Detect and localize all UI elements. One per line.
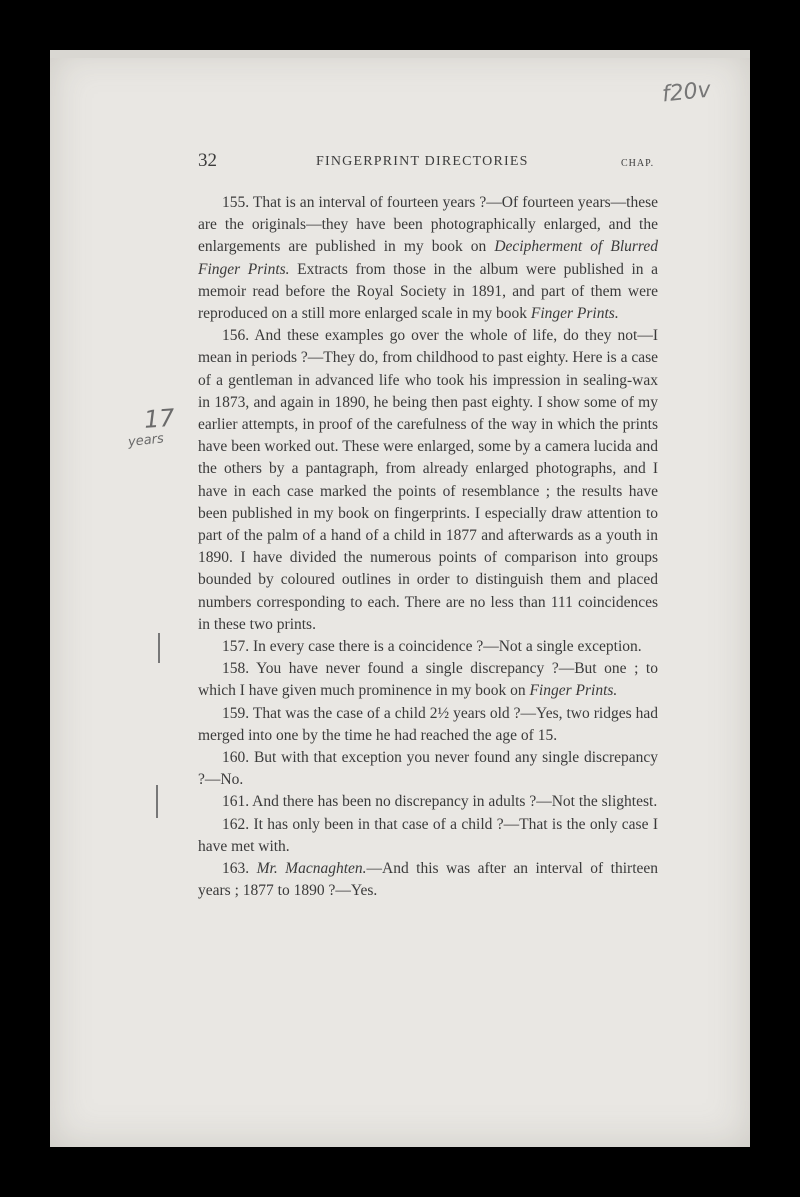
margin-annotation-number: 17 bbox=[143, 403, 176, 434]
italic-text: Mr. Macnaghten. bbox=[256, 860, 367, 878]
paragraph-text: 161. And there has been no discrepancy in adults ?—Not the slightest. bbox=[222, 793, 658, 811]
page-number: 32 bbox=[198, 150, 217, 171]
paragraph-text: 157. In every case there is a coincidence ?—Not a single exception. bbox=[222, 638, 642, 656]
paragraph bbox=[198, 658, 658, 702]
paragraph-text: Extracts from those in the album were published in a memoir read before the Royal Society in 1891, and part of them were reproduced on a still more enlarged scale in my book bbox=[198, 260, 658, 323]
archive-folio-mark: f20v bbox=[660, 77, 712, 108]
paragraph-text: 162. It has only been in that case of a child ?—That is the only case I have met with. bbox=[198, 815, 658, 855]
italic-text: Finger Prints. bbox=[530, 305, 619, 323]
margin-line-mark bbox=[156, 785, 158, 818]
paragraph bbox=[198, 791, 658, 813]
italic-text: Finger Prints. bbox=[529, 682, 618, 700]
paragraph bbox=[198, 747, 658, 791]
paragraph bbox=[198, 814, 658, 858]
paragraph bbox=[198, 636, 658, 658]
paragraph-text: 158. You have never found a single discrepancy ?—But one ; to which I have given much prominence in my book on bbox=[198, 660, 658, 700]
paragraph-text: 159. That was the case of a child 2½ years old ?—Yes, two ridges had merged into one by the time he had reached the age of 15. bbox=[198, 704, 658, 744]
page-header bbox=[198, 152, 658, 176]
italic-text: Decipherment of Blurred Finger Prints. bbox=[198, 238, 658, 278]
paragraph bbox=[198, 325, 658, 636]
body-text bbox=[198, 192, 658, 903]
margin-annotation-word: years bbox=[127, 431, 165, 451]
paragraph bbox=[198, 858, 658, 902]
paragraph-text: 156. And these examples go over the whole of life, do they not—I mean in periods ?—They do, from childhood to past eighty. Here is a case of a gentleman in advanced life who took his impression in sealing-wax in 1873, and again in 1890, he being then past eighty. I show some of my earlier attempts, in proof of the carefulness of the way in which the prints have been worked out. These were enlarged, some by a camera lucida and the others by a pantagraph, from already enlarged photographs, and I have in each case marked the points of resemblance ; the results have been published in my book on fingerprints. I especially draw attention to part of the palm of a hand of a child in 1877 and afterwards as a youth in 1890. I have divided the numerous points of comparison into groups bounded by coloured outlines in order to distinguish them and placed numbers corresponding to each. There are no less than 111 coincidences in these two prints. bbox=[198, 327, 658, 633]
margin-line-mark bbox=[158, 633, 160, 663]
margin-annotation bbox=[118, 403, 176, 451]
paragraph bbox=[198, 703, 658, 747]
paragraph-text: 155. That is an interval of fourteen years ?—Of fourteen years—these are the originals—they have been photographically enlarged, and the enlargements are published in my book on bbox=[198, 194, 658, 256]
paragraph-text: 160. But with that exception you never found any single discrepancy ?—No. bbox=[198, 749, 658, 789]
page-top-edge bbox=[50, 50, 750, 58]
paragraph-text: 163. bbox=[222, 860, 257, 878]
chapter-label: CHAP. bbox=[621, 158, 655, 169]
running-head: FINGERPRINT DIRECTORIES bbox=[316, 154, 529, 169]
paragraph-text: —And this was after an interval of thirteen years ; 1877 to 1890 ?—Yes. bbox=[198, 860, 659, 900]
paragraph bbox=[198, 192, 658, 325]
